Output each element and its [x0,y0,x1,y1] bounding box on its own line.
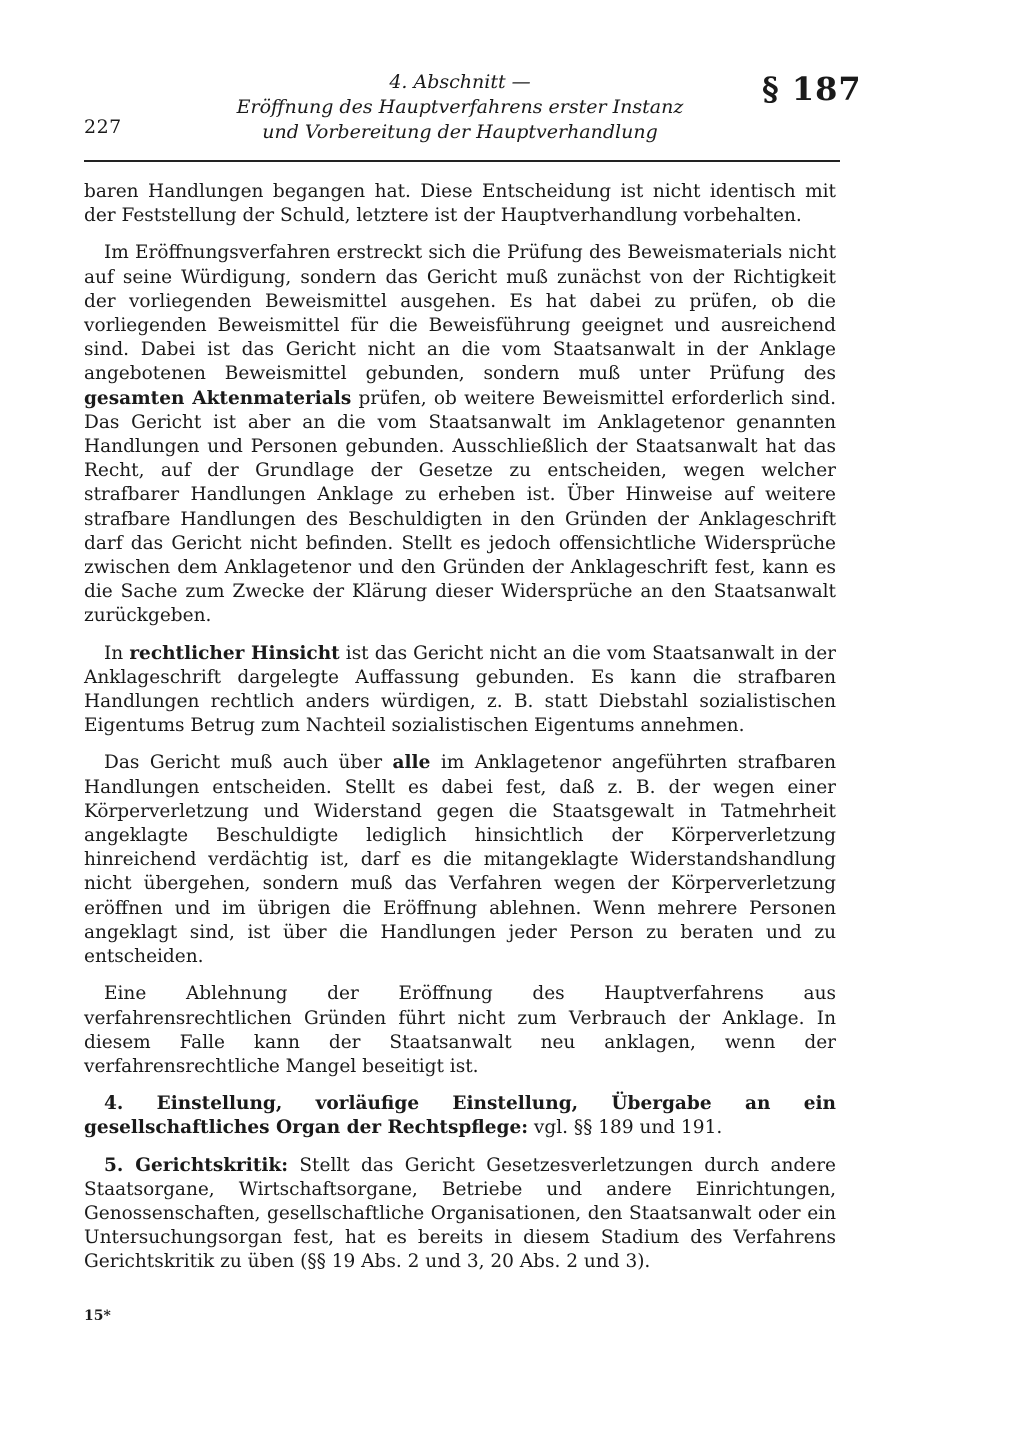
page-number: 227 [84,116,122,138]
main-text [84,180,836,1288]
list-item-4 [84,1092,836,1140]
section-title-line2: Eröffnung des Hauptverfahrens erster Instanz [236,96,684,118]
signature-mark: 15* [84,1308,111,1324]
paragraph-3-emphasis: rechtlicher Hinsicht [129,642,340,664]
section-title-line1: 4. Abschnitt — [389,71,531,93]
list-item-5-heading: 5. Gerichtskritik: [104,1154,289,1176]
paragraph-3-part-b: ist das Gericht nicht an die vom Staatsanwalt in der Anklageschrift dargelegte Auffassung gebunden. Es kann die strafbaren Handlungen rechtlich anders würdigen, z. B. statt Diebstahl sozialistischen Eigentums Betrug zum Nachteil sozialistischen Eigentums annehmen. [84,642,836,737]
page-header [0,0,1024,170]
paragraph-2-emphasis: gesamten Aktenmaterials [84,387,352,409]
paragraph-4 [84,751,836,969]
list-item-5-text: Stellt das Gericht Gesetzesverletzungen durch andere Staatsorgane, Wirtschaftsorgane, Betriebe und andere Einrichtungen, Genossenschaften, gesellschaftliche Organisationen, den Staatsanwalt oder ein Untersuchungsorgan fest, hat es bereits in diesem Stadium des Verfahrens Gerichtskritik zu üben (§§ 19 Abs. 2 und 3, 20 Abs. 2 und 3). [84,1154,836,1273]
section-title [200,70,720,145]
section-number: § 187 [762,70,862,108]
paragraph-2 [84,241,836,628]
paragraph-1: baren Handlungen begangen hat. Diese Entscheidung ist nicht identisch mit der Feststellung der Schuld, letztere ist der Hauptverhandlung vorbehalten. [84,181,836,227]
paragraph-4-part-b: im Anklagetenor angeführten strafbaren Handlungen entscheiden. Stellt es dabei fest, daß z. B. der wegen einer Körperverletzung und Widerstand gegen die Staatsgewalt in Tatmehrheit angeklagte Beschuldigte lediglich hinsichtlich der Körperverletzung hinreichend verdächtig ist, darf es die mitangeklagte Widerstandshandlung nicht übergehen, sondern muß das Verfahren wegen der Körperverletzung eröffnen und im übrigen die Eröffnung ablehnen. Wenn mehrere Personen angeklagt sind, ist über die Handlungen jeder Person zu beraten und zu entscheiden. [84,752,837,968]
paragraph-3-part-a: In [104,642,130,664]
list-item-4-heading: 4. Einstellung, vorläufige Einstellung, Übergabe an ein gesellschaftliches Organ der Rechtspflege: [84,1093,836,1139]
header-divider [84,160,840,162]
list-item-4-text: vgl. §§ 189 und 191. [528,1117,723,1139]
paragraph-4-emphasis: alle [392,752,431,774]
paragraph-2-part-a: Im Eröffnungsverfahren erstreckt sich die Prüfung des Beweismaterials nicht auf seine Würdigung, sondern das Gericht muß zunächst von der Richtigkeit der vorliegenden Beweismittel ausgehen. Es hat dabei zu prüfen, ob die vorliegenden Beweismittel für die Beweisführung geeignet und ausreichend sind. Dabei ist das Gericht nicht an die vom Staatsanwalt in der Anklage angebotenen Beweismittel gebunden, sondern muß unter Prüfung des [84,242,836,385]
paragraph-2-part-b: prüfen, ob weitere Beweismittel erforderlich sind. Das Gericht ist aber an die vom Staatsanwalt im Anklagetenor genannten Handlungen und Personen gebunden. Ausschließlich der Staatsanwalt hat das Recht, auf der Grundlage der Gesetze zu entscheiden, wegen welcher strafbarer Handlungen Anklage zu erheben ist. Über Hinweise auf weitere strafbare Handlungen des Beschuldigten in den Gründen der Anklageschrift darf das Gericht nicht befinden. Stellt es jedoch offensichtliche Widersprüche zwischen dem Anklagetenor und den Gründen der Anklageschrift fest, kann es die Sache zum Zwecke der Klärung dieser Widersprüche an den Staatsanwalt zurückgeben. [84,387,836,627]
section-title-line3: und Vorbereitung der Hauptverhandlung [262,121,658,143]
paragraph-5: Eine Ablehnung der Eröffnung des Hauptverfahrens aus verfahrensrechtlichen Gründen führt nicht zum Verbrauch der Anklage. In diesem Falle kann der Staatsanwalt neu anklagen, wenn der verfahrensrechtliche Mangel beseitigt ist. [84,983,836,1077]
paragraph-3 [84,642,836,739]
paragraph-4-part-a: Das Gericht muß auch über [104,752,393,774]
list-item-5 [84,1154,836,1275]
